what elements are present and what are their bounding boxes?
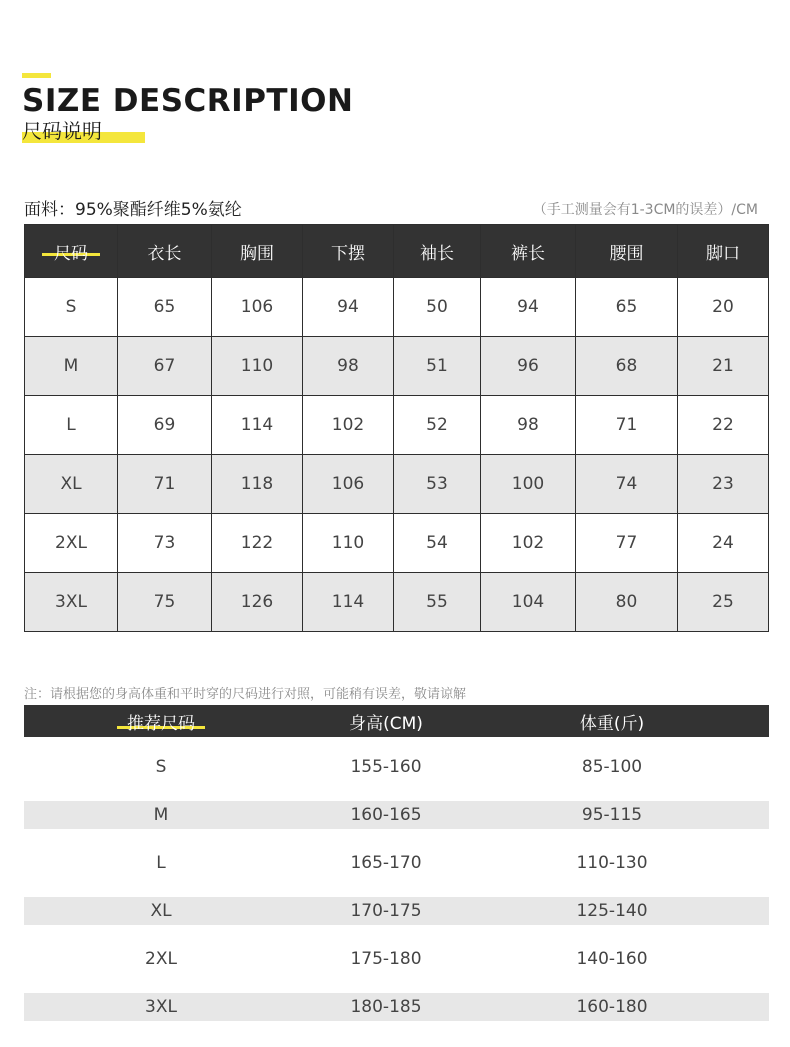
cell: 95-115 (581, 805, 643, 825)
table-row (25, 573, 769, 632)
table-row (24, 993, 769, 1021)
cell: 165-170 (350, 853, 422, 873)
header-weight: 体重(斤) (579, 713, 645, 734)
accent-bar (22, 73, 51, 78)
table-row (24, 801, 769, 829)
cell: 50 (394, 278, 481, 337)
page-title: SIZE DESCRIPTION (22, 83, 354, 119)
cell: 100 (481, 455, 576, 514)
cell: 96 (481, 337, 576, 396)
cell: 80 (576, 573, 678, 632)
cell: 2XL (145, 949, 177, 969)
cell: 106 (303, 455, 394, 514)
header-chest: 胸围 (212, 225, 303, 278)
header-size-wrap (54, 239, 88, 264)
cell: 74 (576, 455, 678, 514)
recommend-table-header (24, 705, 769, 737)
cell: XL (25, 455, 118, 514)
cell: 170-175 (350, 901, 422, 921)
cell: 160-165 (350, 805, 422, 825)
cell: 65 (576, 278, 678, 337)
cell: 102 (303, 396, 394, 455)
cell: 24 (678, 514, 769, 573)
measure-note: （手工测量会有1-3CM的误差）/CM (532, 202, 758, 218)
cell: L (156, 853, 166, 873)
cell: 106 (212, 278, 303, 337)
cell: 20 (678, 278, 769, 337)
cell: 25 (678, 573, 769, 632)
table-row (24, 897, 769, 925)
cell: 69 (118, 396, 212, 455)
table-row (25, 455, 769, 514)
cell: 73 (118, 514, 212, 573)
cell: 2XL (25, 514, 118, 573)
cell: 65 (118, 278, 212, 337)
cell: S (155, 757, 167, 777)
cell: 68 (576, 337, 678, 396)
cell: 180-185 (350, 997, 422, 1017)
cell: 71 (576, 396, 678, 455)
table-row (24, 945, 769, 973)
cell: 51 (394, 337, 481, 396)
header-waist: 腰围 (576, 225, 678, 278)
cell: 67 (118, 337, 212, 396)
advice-note: 注：请根据您的身高体重和平时穿的尺码进行对照，可能稍有误差，敬请谅解 (24, 687, 467, 702)
header-sleeve: 袖长 (394, 225, 481, 278)
size-table-header (25, 225, 769, 278)
cell: 22 (678, 396, 769, 455)
cell: 122 (212, 514, 303, 573)
cell: 94 (303, 278, 394, 337)
table-row (24, 753, 769, 781)
cell: 98 (481, 396, 576, 455)
cell: 102 (481, 514, 576, 573)
header-recommended-size (24, 705, 298, 737)
cell: 110-130 (576, 853, 648, 873)
cell: 3XL (145, 997, 177, 1017)
size-table (24, 224, 769, 632)
cell: 3XL (25, 573, 118, 632)
page-subtitle: 尺码说明 (22, 119, 102, 143)
cell: 85-100 (581, 757, 643, 777)
cell: 155-160 (350, 757, 422, 777)
header-height: 身高(CM) (349, 713, 423, 734)
cell: 77 (576, 514, 678, 573)
cell: 75 (118, 573, 212, 632)
cell: 126 (212, 573, 303, 632)
cell: 175-180 (350, 949, 422, 969)
material-label: 面料：95%聚酯纤维5%氨纶 (24, 200, 242, 220)
cell: 104 (481, 573, 576, 632)
cell: 118 (212, 455, 303, 514)
cell: 110 (212, 337, 303, 396)
cell: 110 (303, 514, 394, 573)
cell: S (25, 278, 118, 337)
header-size-label: 尺码 (54, 243, 88, 264)
header-size (25, 225, 118, 278)
header-recommended-wrap (127, 709, 195, 734)
header-recommended-label: 推荐尺码 (127, 713, 195, 734)
cell: 71 (118, 455, 212, 514)
cell: 21 (678, 337, 769, 396)
cell: 54 (394, 514, 481, 573)
header-pants-length: 裤长 (481, 225, 576, 278)
cell: 53 (394, 455, 481, 514)
table-row (25, 514, 769, 573)
cell: XL (150, 901, 172, 921)
cell: M (153, 805, 169, 825)
header-hem: 下摆 (303, 225, 394, 278)
cell: 55 (394, 573, 481, 632)
cell: 94 (481, 278, 576, 337)
header-leg-opening: 脚口 (678, 225, 769, 278)
table-row (25, 278, 769, 337)
cell: 140-160 (576, 949, 648, 969)
header-length: 衣长 (118, 225, 212, 278)
cell: 23 (678, 455, 769, 514)
cell: L (25, 396, 118, 455)
cell: M (25, 337, 118, 396)
table-row (25, 337, 769, 396)
cell: 125-140 (576, 901, 648, 921)
table-row (24, 849, 769, 877)
subtitle-block (22, 118, 102, 146)
cell: 98 (303, 337, 394, 396)
table-row (25, 396, 769, 455)
cell: 52 (394, 396, 481, 455)
cell: 114 (212, 396, 303, 455)
cell: 160-180 (576, 997, 648, 1017)
cell: 114 (303, 573, 394, 632)
